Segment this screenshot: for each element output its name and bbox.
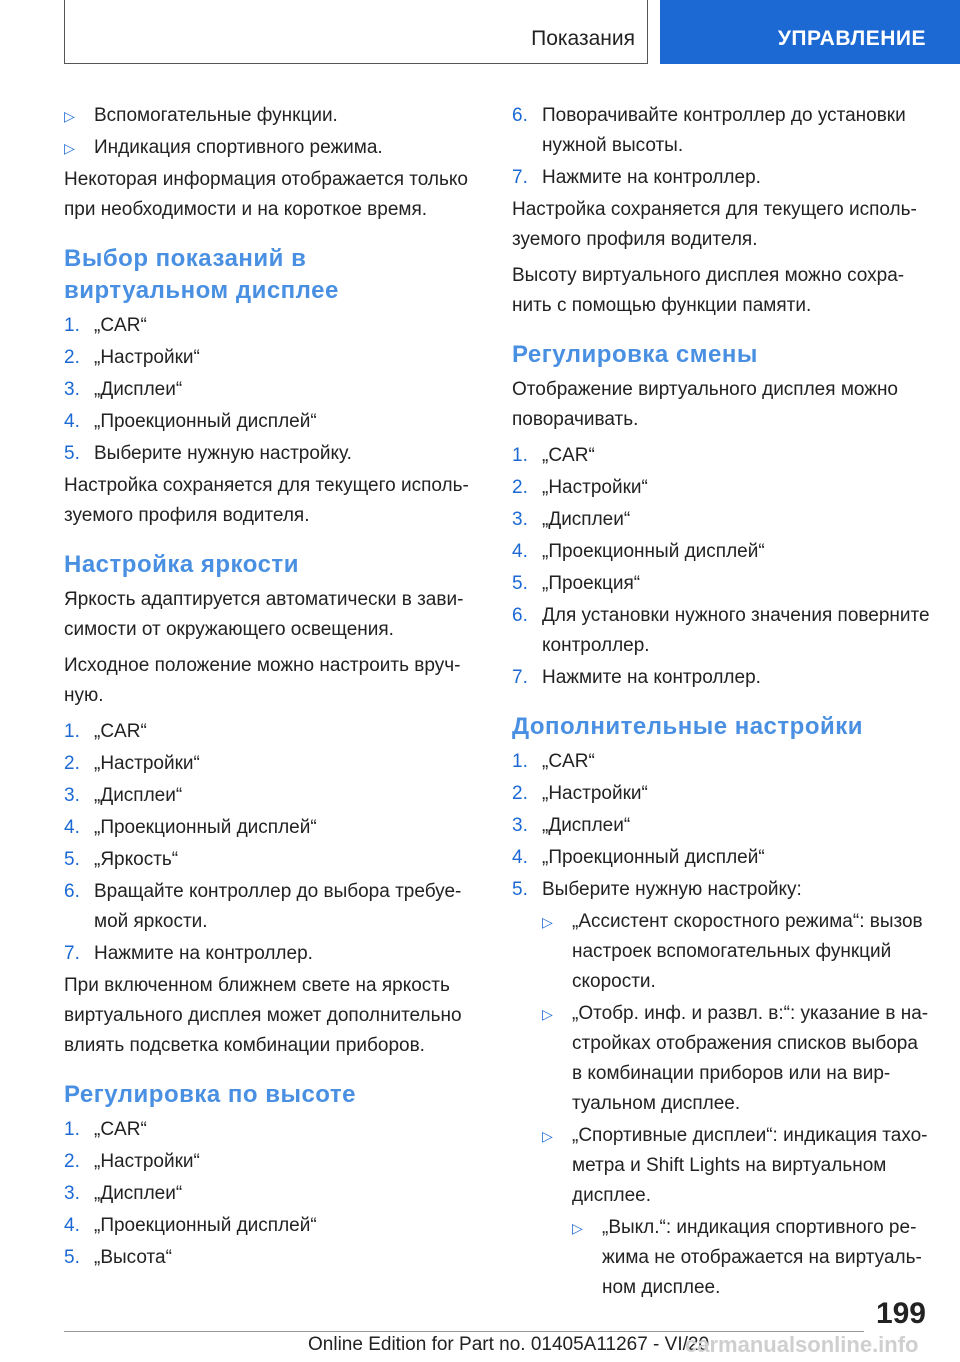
header-section-title: Показания xyxy=(531,27,635,50)
step-item: 5. „Высота“ xyxy=(64,1247,172,1268)
step-item: 1. „CAR“ xyxy=(512,751,595,772)
step-item: 4. „Проекционный дисплей“ xyxy=(512,541,765,562)
step-item: 4. „Проекционный дисплей“ xyxy=(64,817,317,838)
step-item: 2. „Настройки“ xyxy=(512,477,648,498)
list-item: ▷ „Выкл.“: индикация спортивного режима не отображается на виртуальном дисплее. xyxy=(572,1213,932,1303)
paragraph: Высоту виртуального дисплея можно сохранить с помощью функции памяти. xyxy=(512,265,905,316)
heading-select-display: Выбор показаний в виртуальном дисплее xyxy=(64,245,339,304)
step-item: 3. „Дисплеи“ xyxy=(512,509,631,530)
step-item: 5. Выберите нужную настройку. xyxy=(64,443,352,464)
step-item: 4. „Проекционный дисплей“ xyxy=(512,847,765,868)
list-item: ▷ „Спортивные дисплеи“: индикация тахометра и Shift Lights на виртуальном дисплее. xyxy=(542,1121,932,1211)
left-column xyxy=(64,101,474,1275)
step-item: 5. „Проекция“ xyxy=(512,573,641,594)
list-item: ▷ Индикация спортивного режима. xyxy=(64,133,474,163)
step-item: 3. „Дисплеи“ xyxy=(64,379,183,400)
step-item: 1. „CAR“ xyxy=(64,315,147,336)
step-item: 2. „Настройки“ xyxy=(64,753,200,774)
list-item: ▷ „Ассистент скоростного режима“: вызов настроек вспомогательных функций скорости. xyxy=(542,907,932,997)
paragraph: Отображение виртуального дисплея можно поворачивать. xyxy=(512,379,899,430)
step-item: 1. „CAR“ xyxy=(64,721,147,742)
paragraph: Настройка сохраняется для текущего используемого профиля водителя. xyxy=(64,475,469,526)
triangle-bullet-icon: ▷ xyxy=(542,1128,553,1144)
paragraph: Яркость адаптируется автоматически в зависимости от окружающего освещения. xyxy=(64,589,464,640)
paragraph: Исходное положение можно настроить вручную. xyxy=(64,655,461,706)
watermark: carmanualsonline.info xyxy=(685,1332,919,1357)
list-item: ▷ Вспомогательные функции. xyxy=(64,101,474,131)
step-item: 4. „Проекционный дисплей“ xyxy=(64,1215,317,1236)
step-item: 6. Для установки нужного значения поверните контроллер. xyxy=(512,605,930,656)
heading-rotation: Регулировка смены xyxy=(512,341,758,368)
step-item: 7. Нажмите на контроллер. xyxy=(512,167,761,188)
heading-height: Регулировка по высоте xyxy=(64,1081,356,1108)
list-item: ▷ „Отобр. инф. и развл. в:“: указание в настройках отображения списков выбора в комбинации приборов или на виртуальном дисплее. xyxy=(542,999,932,1119)
heading-brightness: Настройка яркости xyxy=(64,551,299,578)
triangle-bullet-icon: ▷ xyxy=(64,140,75,156)
step-item: 7. Нажмите на контроллер. xyxy=(64,943,313,964)
paragraph: Некоторая информация отображается только при необходимости и на короткое время. xyxy=(64,169,468,220)
paragraph: Настройка сохраняется для текущего используемого профиля водителя. xyxy=(512,199,917,250)
right-column xyxy=(512,101,932,1305)
triangle-bullet-icon: ▷ xyxy=(64,108,75,124)
step-item: 1. „CAR“ xyxy=(64,1119,147,1140)
step-item: 7. Нажмите на контроллер. xyxy=(512,667,761,688)
step-item: 3. „Дисплеи“ xyxy=(512,815,631,836)
sub-list xyxy=(542,907,932,1303)
footer-edition: Online Edition for Part no. 01405A11267 - VI/20 xyxy=(308,1334,710,1355)
step-item: 6. Вращайте контроллер до выбора требуемой яркости. xyxy=(64,881,462,932)
paragraph: При включенном ближнем свете на яркость виртуального дисплея может дополнительно влиять подсветка комбинации приборов. xyxy=(64,975,462,1056)
step-item: 2. „Настройки“ xyxy=(64,1151,200,1172)
step-item: 2. „Настройки“ xyxy=(512,783,648,804)
step-item: 3. „Дисплеи“ xyxy=(64,785,183,806)
triangle-bullet-icon: ▷ xyxy=(572,1220,583,1236)
step-item: 2. „Настройки“ xyxy=(64,347,200,368)
step-item: 4. „Проекционный дисплей“ xyxy=(64,411,317,432)
header-section-box xyxy=(64,0,648,64)
step-item: 1. „CAR“ xyxy=(512,445,595,466)
step-item: 3. „Дисплеи“ xyxy=(64,1183,183,1204)
page-number: 199 xyxy=(875,1297,926,1330)
nested-sub-list xyxy=(572,1213,932,1303)
step-item: 5. „Яркость“ xyxy=(64,849,179,870)
heading-additional: Дополнительные настройки xyxy=(512,713,863,740)
step-item: 6. Поворачивайте контроллер до установки нужной высоты. xyxy=(512,105,906,156)
triangle-bullet-icon: ▷ xyxy=(542,1006,553,1022)
step-item: 5. Выберите нужную настройку: xyxy=(512,879,802,900)
header-chapter-title: УПРАВЛЕНИЕ xyxy=(777,27,926,50)
triangle-bullet-icon: ▷ xyxy=(542,914,553,930)
header-chapter-box xyxy=(660,0,960,64)
